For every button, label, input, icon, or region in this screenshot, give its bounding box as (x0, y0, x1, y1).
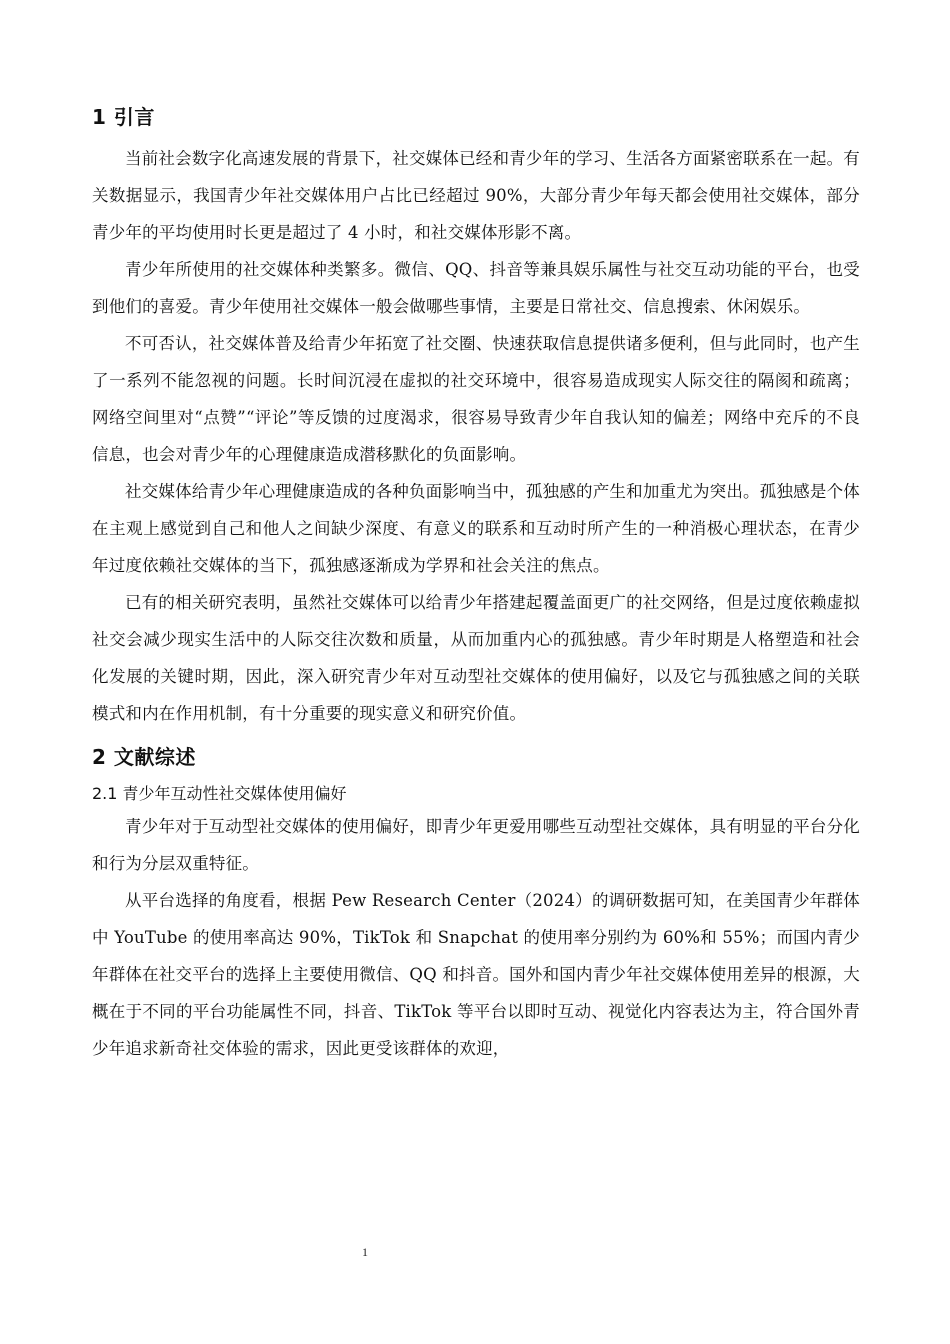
intro-paragraph-5: 已有的相关研究表明，虽然社交媒体可以给青少年搭建起覆盖面更广的社交网络，但是过度依赖虚拟社交会减少现实生活中的人际交往次数和质量，从而加重内心的孤独感。青少年时期是人格塑造和社会化发展的关键时期，因此，深入研究青少年对互动型社交媒体的使用偏好，以及它与孤独感之间的关联模式和内在作用机制，有十分重要的现实意义和研究价值。 (92, 593, 860, 723)
section-heading-introduction: 1 引言 (92, 105, 155, 129)
intro-paragraph-1: 当前社会数字化高速发展的背景下，社交媒体已经和青少年的学习、生活各方面紧密联系在一起。有关数据显示，我国青少年社交媒体用户占比已经超过 90%，大部分青少年每天都会使用社交媒体，部分青少年的平均使用时长更是超过了 4 小时，和社交媒体形影不离。 (92, 149, 860, 242)
document-body (92, 100, 860, 1067)
intro-paragraph-4: 社交媒体给青少年心理健康造成的各种负面影响当中，孤独感的产生和加重尤为突出。孤独感是个体在主观上感觉到自己和他人之间缺少深度、有意义的联系和互动时所产生的一种消极心理状态，在青少年过度依赖社交媒体的当下，孤独感逐渐成为学界和社会关注的焦点。 (92, 482, 860, 575)
subsection-heading-usage-preference: 2.1 青少年互动性社交媒体使用偏好 (92, 784, 347, 803)
intro-paragraph-2: 青少年所使用的社交媒体种类繁多。微信、QQ、抖音等兼具娱乐属性与社交互动功能的平台，也受到他们的喜爱。青少年使用社交媒体一般会做哪些事情，主要是日常社交、信息搜索、休闲娱乐。 (92, 260, 860, 316)
page-number: 1 (362, 1245, 368, 1259)
section-heading-literature-review: 2 文献综述 (92, 745, 196, 769)
review-paragraph-2: 从平台选择的角度看，根据 Pew Research Center（2024）的调研数据可知，在美国青少年群体中 YouTube 的使用率高达 90%，TikTok 和 Snapchat 的使用率分别约为 60%和 55%；而国内青少年群体在社交平台的选择上主要使用微信、QQ 和抖音。国外和国内青少年社交媒体使用差异的根源，大概在于不同的平台功能属性不同，抖音、TikTok 等平台以即时互动、视觉化内容表达为主，符合国外青少年追求新奇社交体验的需求，因此更受该群体的欢迎， (92, 891, 860, 1058)
review-paragraph-1: 青少年对于互动型社交媒体的使用偏好，即青少年更爱用哪些互动型社交媒体，具有明显的平台分化和行为分层双重特征。 (92, 817, 860, 873)
intro-paragraph-3: 不可否认，社交媒体普及给青少年拓宽了社交圈、快速获取信息提供诸多便利，但与此同时，也产生了一系列不能忽视的问题。长时间沉浸在虚拟的社交环境中，很容易造成现实人际交往的隔阂和疏离；网络空间里对“点赞”“评论”等反馈的过度渴求，很容易导致青少年自我认知的偏差；网络中充斥的不良信息，也会对青少年的心理健康造成潜移默化的负面影响。 (92, 334, 860, 464)
